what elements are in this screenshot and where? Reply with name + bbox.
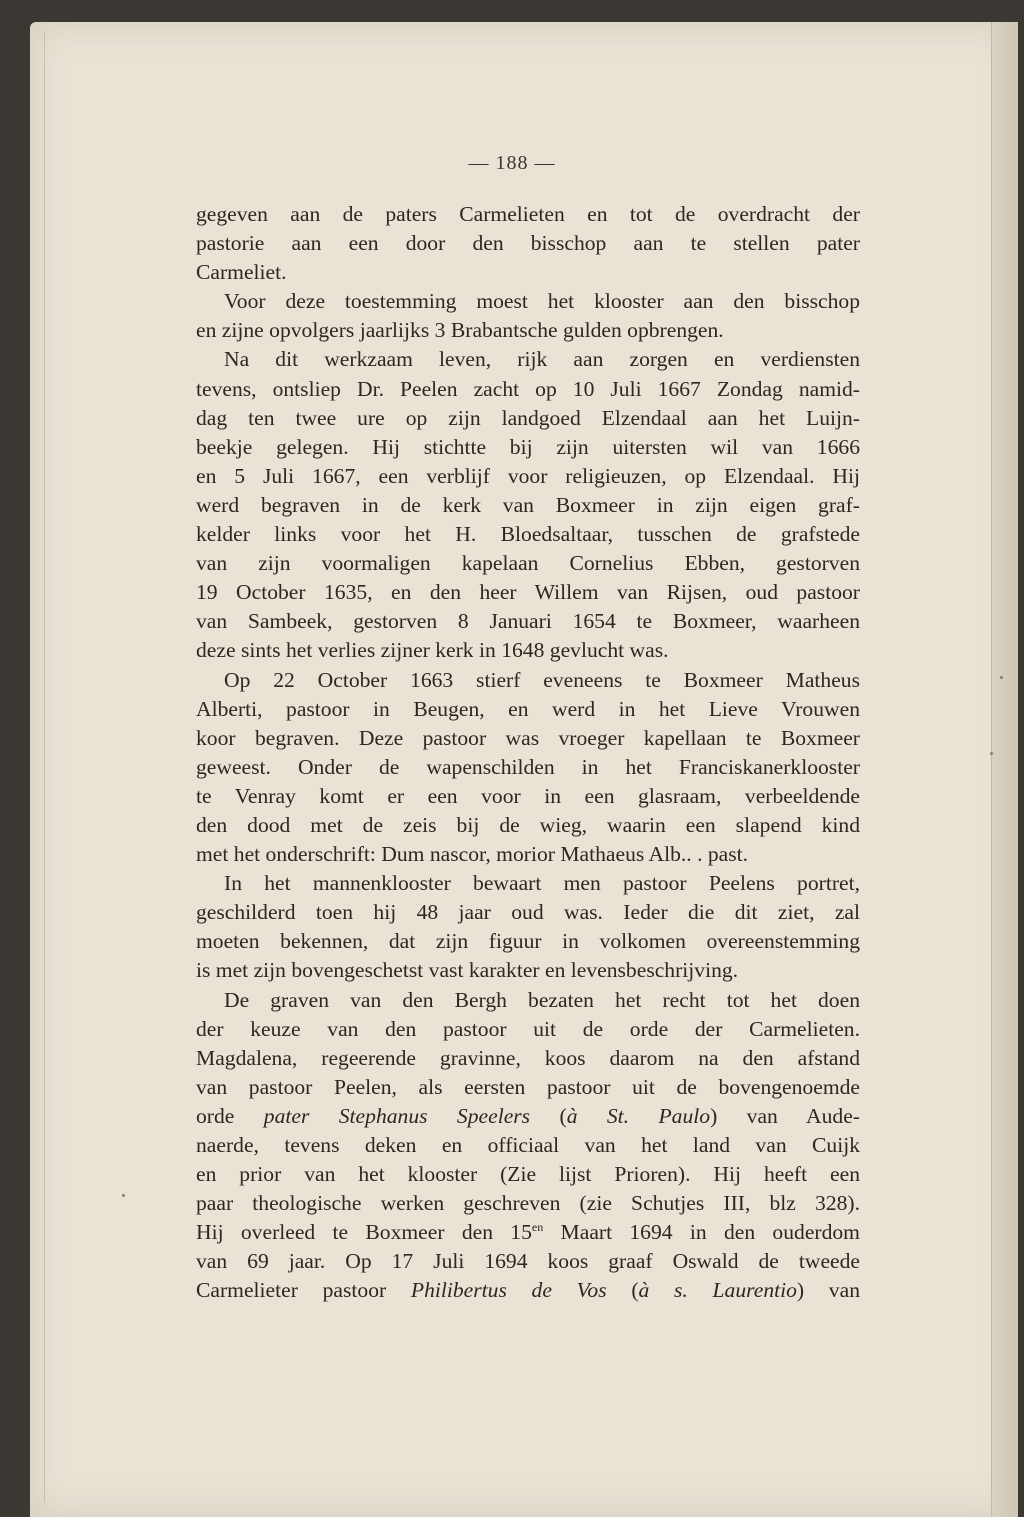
- text-line: pastorie aan een door den bisschop aan te stellen pater: [196, 231, 860, 256]
- name-a-st-paulo: à St. Paulo: [566, 1103, 711, 1128]
- text-line: De graven van den Bergh bezaten het recht tot het doen: [224, 987, 860, 1012]
- text-line: deze sints het verlies zijner kerk in 1648 gevlucht was.: [196, 638, 669, 663]
- margin-speck: [1000, 676, 1003, 679]
- margin-speck: [990, 752, 993, 755]
- text-line: van pastoor Peelen, als eersten pastoor uit de bovengenoemde: [196, 1074, 860, 1099]
- text-line: koor begraven. Deze pastoor was vroeger kapellaan te Boxmeer: [196, 725, 860, 750]
- text-line: kelder links voor het H. Bloedsaltaar, tusschen de grafstede: [196, 522, 860, 547]
- page-fold-line: [44, 32, 45, 1502]
- text-line: van zijn voormaligen kapelaan Cornelius Ebben, gestorven: [196, 551, 860, 576]
- paragraph: [196, 869, 860, 985]
- vos-before: Carmelieter pastoor: [196, 1278, 411, 1303]
- name-a-s-laurentio: à s. Laurentio: [638, 1278, 797, 1303]
- text-line: en prior van het klooster (Zie lijst Prioren). Hij heeft een: [196, 1162, 860, 1187]
- text-line: dag ten twee ure op zijn landgoed Elzendaal aan het Luijn-: [196, 405, 860, 430]
- orde-after: ) van Aude-: [710, 1103, 860, 1128]
- vos-after: ) van: [796, 1278, 860, 1303]
- text-line-orde: [196, 1102, 860, 1131]
- text-line: Na dit werkzaam leven, rijk aan zorgen en verdiensten: [224, 347, 860, 372]
- overleed-after: Maart 1694 in den ouderdom: [543, 1220, 860, 1245]
- text-line: moeten bekennen, dat zijn figuur in volkomen overeenstemming: [196, 929, 860, 954]
- paragraphs: [196, 200, 860, 1102]
- text-line: der keuze van den pastoor uit de orde der Carmelieten.: [196, 1016, 860, 1041]
- text-line: In het mannenklooster bewaart men pastoor Peelens portret,: [224, 871, 860, 896]
- name-stephanus-speelers: pater Stephanus Speelers: [263, 1103, 531, 1128]
- text-line: Op 22 October 1663 stierf eveneens te Boxmeer Matheus: [224, 667, 860, 692]
- paragraph: [196, 287, 860, 345]
- text-line: 19 October 1635, en den heer Willem van Rijsen, oud pastoor: [196, 580, 860, 605]
- text-line: is met zijn bovengeschetst vast karakter en levensbeschrijving.: [196, 958, 739, 983]
- text-line: den dood met de zeis bij de wieg, waarin een slapend kind: [196, 812, 860, 837]
- text-line: van 69 jaar. Op 17 Juli 1694 koos graaf Oswald de tweede: [196, 1249, 860, 1274]
- text-line: met het onderschrift: Dum nascor, morior Mathaeus Alb.. . past.: [196, 842, 749, 867]
- text-line: te Venray komt er een voor in een glasraam, verbeeldende: [196, 783, 860, 808]
- text-line-vos: [196, 1276, 860, 1305]
- text-line: Voor deze toestemming moest het klooster aan den bisschop: [224, 289, 860, 314]
- name-philibertus-de-vos: Philibertus de Vos: [410, 1278, 607, 1303]
- text-body: [196, 200, 860, 1306]
- paragraph: [196, 345, 860, 665]
- superscript-en: en: [531, 1220, 544, 1235]
- overleed-before: Hij overleed te Boxmeer den 15: [196, 1220, 532, 1245]
- page-edge: [991, 22, 1018, 1517]
- text-line-overleed: [196, 1218, 860, 1247]
- text-line: geschilderd toen hij 48 jaar oud was. Ieder die dit ziet, zal: [196, 900, 860, 925]
- page-number: — 188 —: [468, 152, 556, 174]
- text-line: van Sambeek, gestorven 8 Januari 1654 te Boxmeer, waarheen: [196, 609, 860, 634]
- text-line: tevens, ontsliep Dr. Peelen zacht op 10 Juli 1667 Zondag namid-: [196, 376, 860, 401]
- text-line: en zijne opvolgers jaarlijks 3 Brabantsche gulden opbrengen.: [196, 318, 724, 343]
- text-line: gegeven aan de paters Carmelieten en tot de overdracht der: [196, 202, 860, 226]
- text-line: beekje gelegen. Hij stichtte bij zijn uitersten wil van 1666: [196, 434, 860, 459]
- paragraph: [196, 986, 860, 1102]
- vos-mid: (: [606, 1278, 639, 1303]
- text-line: Carmeliet.: [196, 260, 287, 285]
- final-paragraph-continuation: [196, 1102, 860, 1306]
- text-line: Magdalena, regeerende gravinne, koos daarom na den afstand: [196, 1045, 860, 1070]
- text-line: werd begraven in de kerk van Boxmeer in zijn eigen graf-: [196, 492, 860, 517]
- orde-mid: (: [530, 1103, 567, 1128]
- text-line: geweest. Onder de wapenschilden in het Franciskanerklooster: [196, 754, 860, 779]
- paragraph: [196, 666, 860, 870]
- text-line: Alberti, pastoor in Beugen, en werd in het Lieve Vrouwen: [196, 696, 860, 721]
- paragraph: [196, 200, 860, 287]
- margin-speck: [122, 1194, 125, 1197]
- orde-before: orde: [196, 1103, 264, 1128]
- text-line: naerde, tevens deken en officiaal van het land van Cuijk: [196, 1133, 860, 1157]
- text-line: paar theologische werken geschreven (zie Schutjes III, blz 328).: [196, 1191, 860, 1216]
- text-line: en 5 Juli 1667, een verblijf voor religieuzen, op Elzendaal. Hij: [196, 463, 860, 488]
